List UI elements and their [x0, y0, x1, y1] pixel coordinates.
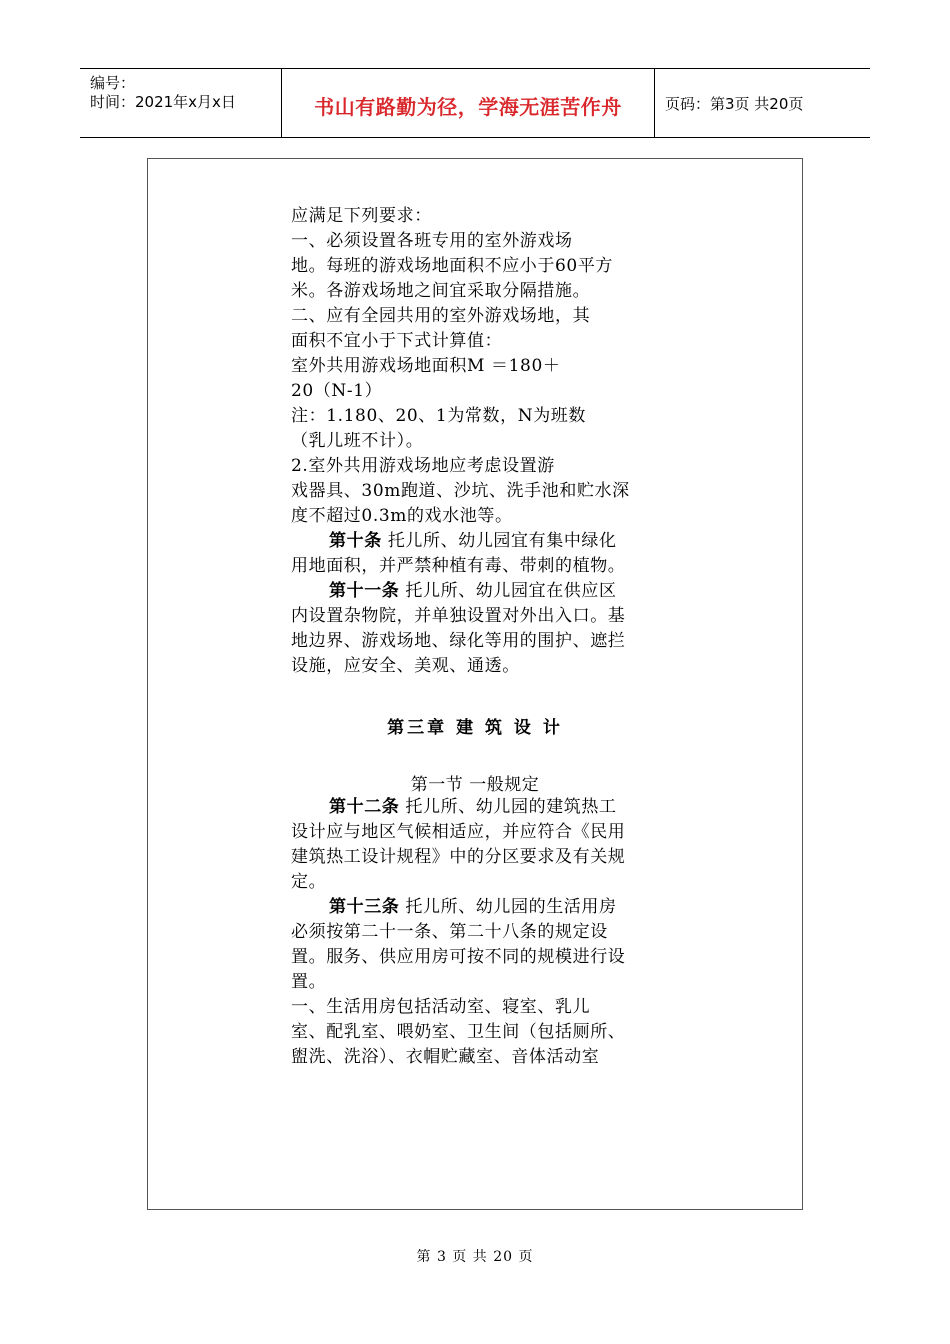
body-line: 度不超过0.3m的戏水池等。: [291, 506, 513, 526]
body-line: 面积不宜小于下式计算值：: [291, 331, 503, 351]
body-line: 用地面积，并严禁种植有毒、带刺的植物。: [291, 556, 626, 576]
article-12-text: 托儿所、幼儿园的建筑热工: [399, 797, 617, 817]
article-12-first-line: [329, 795, 617, 820]
body-line: 设计应与地区气候相适应，并应符合《民用: [291, 822, 626, 842]
body-line: 室外共用游戏场地面积M ＝180＋: [291, 356, 561, 376]
body-line: （乳儿班不计）。: [291, 431, 424, 451]
article-10-text: 托儿所、幼儿园宜有集中绿化: [381, 531, 617, 551]
chapter-title: 第三章 建 筑 设 计: [387, 718, 563, 738]
header-motto: 书山有路勤为径，学海无涯苦作舟: [314, 95, 622, 119]
page-header: [80, 68, 870, 138]
article-10-first-line: [329, 529, 617, 554]
article-10-title: 第十条: [329, 531, 382, 551]
article-12-title: 第十二条: [329, 797, 400, 817]
body-line: 建筑热工设计规程》中的分区要求及有关规: [291, 847, 626, 867]
body-line: 地边界、游戏场地、绿化等用的围护、遮拦: [291, 631, 626, 651]
article-11-title: 第十一条: [329, 581, 400, 601]
body-line: 定。: [291, 872, 327, 892]
article-13-first-line: [329, 895, 617, 920]
body-line: 应满足下列要求：: [291, 206, 432, 226]
article-11-first-line: [329, 579, 617, 604]
header-motto-cell: [282, 69, 655, 137]
body-line: 一、生活用房包括活动室、寝室、乳儿: [291, 997, 591, 1017]
article-13-title: 第十三条: [329, 897, 400, 917]
section-title: 第一节 一般规定: [410, 775, 540, 795]
body-line: 一、必须设置各班专用的室外游戏场: [291, 231, 573, 251]
document-number-label: 编号：: [90, 74, 136, 92]
body-line: 必须按第二十一条、第二十八条的规定设: [291, 922, 608, 942]
body-line: 注：1.180、20、1为常数，N为班数: [291, 406, 586, 426]
body-line: 地。每班的游戏场地面积不应小于60平方: [291, 256, 614, 276]
header-meta-cell: [80, 69, 282, 137]
article-13-text: 托儿所、幼儿园的生活用房: [399, 897, 617, 917]
body-line: 20（N-1）: [291, 381, 383, 401]
body-line: 戏器具、30m跑道、沙坑、洗手池和贮水深: [291, 481, 630, 501]
document-time-label: 时间：2021年x月x日: [90, 93, 236, 111]
body-line: 盥洗、洗浴）、衣帽贮藏室、音体活动室: [291, 1047, 600, 1067]
body-line: 内设置杂物院，并单独设置对外出入口。基: [291, 606, 626, 626]
body-line: 米。各游戏场地之间宜采取分隔措施。: [291, 281, 591, 301]
body-line: 置。: [291, 972, 327, 992]
body-line: 2.室外共用游戏场地应考虑设置游: [291, 456, 555, 476]
body-line: 置。服务、供应用房可按不同的规模进行设: [291, 947, 626, 967]
header-page-cell: [655, 69, 870, 137]
header-page-info: 页码：第3页 共20页: [665, 95, 804, 113]
page-footer: 第 3 页 共 20 页: [416, 1249, 534, 1265]
body-line: 设施，应安全、美观、通透。: [291, 656, 520, 676]
body-line: 二、应有全园共用的室外游戏场地，其: [291, 306, 591, 326]
body-line: 室、配乳室、喂奶室、卫生间（包括厕所、: [291, 1022, 626, 1042]
article-11-text: 托儿所、幼儿园宜在供应区: [399, 581, 617, 601]
